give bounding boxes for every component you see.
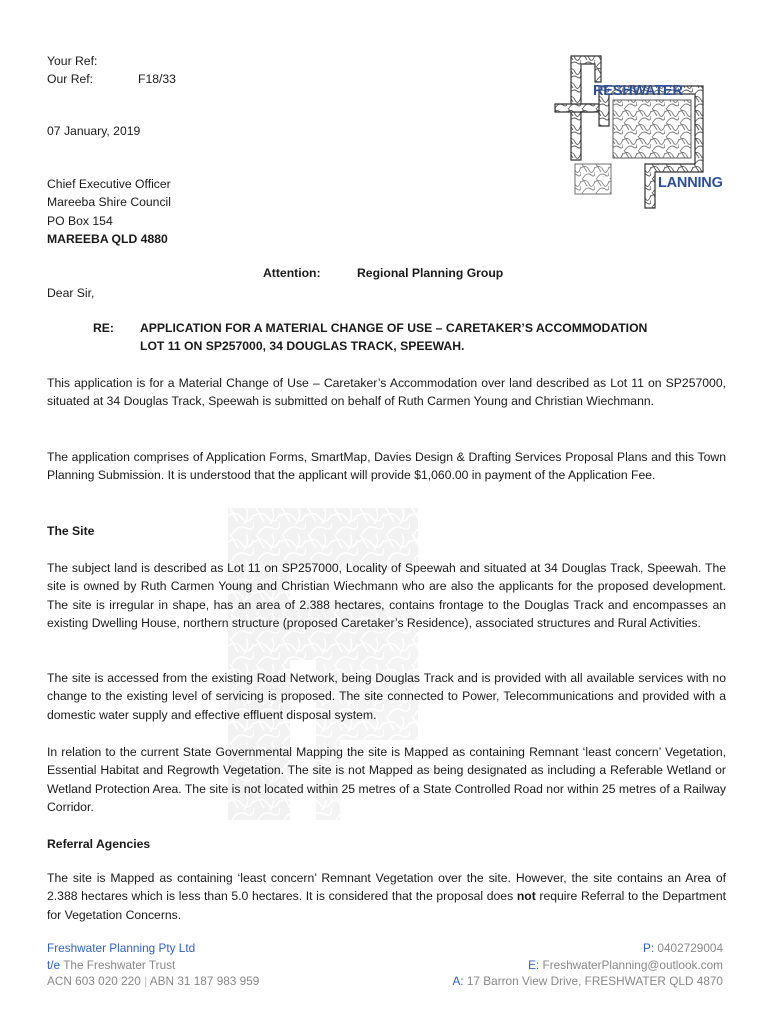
your-ref-label: Your Ref: (47, 54, 98, 68)
logo-text-planning: LANNING (658, 175, 723, 191)
paragraph-referral (47, 869, 726, 924)
recipient-line: PO Box 154 (47, 213, 113, 228)
footer-phone-label: P: (642, 941, 655, 955)
recipient-block (47, 175, 171, 249)
re-subject (140, 319, 647, 356)
logo-text-freshwater: RESHWATER (593, 83, 683, 99)
attention-label: Attention: (263, 266, 321, 280)
referral-text: require Referral to the Department for Vegetation Concerns. (47, 889, 726, 922)
paragraph-site-access: The site is accessed from the existing Road Network, being Douglas Track and is provided with all available services with no change to the existing level of servicing is proposed. The site connected to Power, Telecommunications and provided with a domestic water supply and effective effluent disposal system. (47, 671, 726, 722)
footer-phone[interactable]: 0402729004 (657, 941, 723, 955)
paragraph-site-description: The subject land is described as Lot 11 on SP257000, Locality of Speewah and situated at 34 Douglas Track, Speewah. The site is owned by Ruth Carmen Young and Christian Wiechmann who are also the applicants for the proposed development. The site is irregular in shape, has an area of 2.388 hectares, contains frontage to the Douglas Track and encompasses an existing Dwelling House, northern structure (proposed Caretaker’s Residence), associated structures and Rural Activities. (47, 561, 726, 631)
re-subject-line: LOT 11 ON SP257000, 34 DOUGLAS TRACK, SPEEWAH. (140, 339, 465, 354)
our-ref-value: F18/33 (138, 72, 176, 86)
footer-email-label: E: (528, 957, 540, 972)
paragraph-state-mapping: In relation to the current State Governmental Mapping the site is Mapped as containing Remnant ‘least concern’ Vegetation, Essential Habitat and Regrowth Vegetation. The site is not Mapped as being designated as including a Referable Wetland or Wetland Protection Area. The site is not located within 25 metres of a State Controlled Road nor within 25 metres of a Railway Corridor. (47, 745, 726, 815)
footer-left: Freshwater Planning Pty Ltd t/e The Freshwater Trust ACN 603 020 220 | ABN 31 187 983 959 (47, 941, 260, 988)
footer-address-label: A: (452, 974, 464, 988)
our-ref-label: Our Ref: (47, 72, 94, 86)
re-label: RE: (93, 321, 114, 335)
re-subject-line: APPLICATION FOR A MATERIAL CHANGE OF USE – CARETAKER’S ACCOMMODATION (140, 321, 648, 335)
footer-te-label: t/e (47, 957, 61, 972)
footer-abn: ABN 31 187 983 959 (149, 974, 260, 988)
letter-date: 07 January, 2019 (47, 124, 141, 138)
paragraph-intro: This application is for a Material Change of Use – Caretaker’s Accommodation over land described as Lot 11 on SP257000, situated at 34 Douglas Track, Speewah is submitted on behalf of Ruth Carmen Young and Christian Wiechmann. (47, 376, 726, 409)
footer-address: 17 Barron View Drive, FRESHWATER QLD 4870 (466, 974, 723, 988)
recipient-line: Mareeba Shire Council (47, 195, 171, 210)
footer-company: Freshwater Planning Pty Ltd (47, 941, 196, 955)
footer-right (452, 940, 723, 990)
referral-emphasis: not (516, 889, 536, 904)
recipient-line: MAREEBA QLD 4880 (47, 232, 168, 247)
paragraph-application: The application comprises of Application Forms, SmartMap, Davies Design & Drafting Services Proposal Plans and this Town Planning Submission. It is understood that the applicant will provide $1,060.00 in payment of the Application Fee. (47, 450, 726, 483)
referral-text: The site is Mapped as containing ‘least concern’ Remnant Vegetation over the site. However, the site contains an Area of 2.388 hectares which is less than 5.0 hectares. It is considered that the proposal does (47, 871, 726, 904)
heading-the-site: The Site (47, 524, 95, 538)
attention-value: Regional Planning Group (357, 266, 504, 280)
salutation: Dear Sir, (47, 286, 95, 300)
recipient-line: Chief Executive Officer (47, 177, 171, 191)
footer-acn: ACN 603 020 220 (47, 974, 141, 988)
footer-email[interactable]: FreshwaterPlanning@outlook.com (542, 957, 723, 972)
footer-trust: The Freshwater Trust (63, 957, 176, 972)
heading-referral-agencies: Referral Agencies (47, 837, 151, 851)
